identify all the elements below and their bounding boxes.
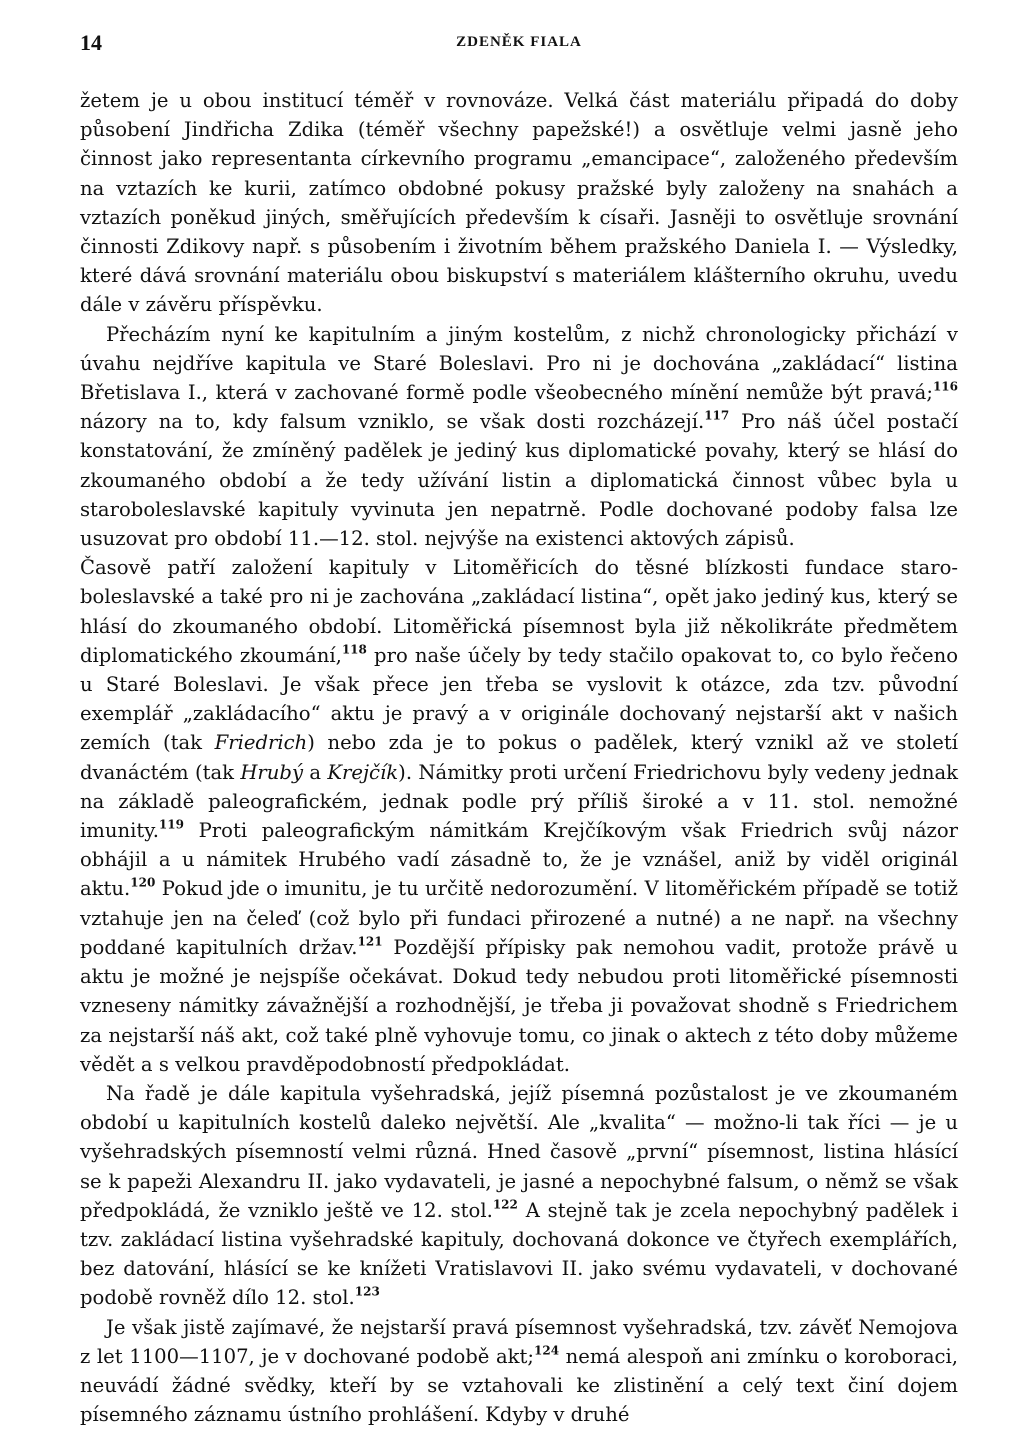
text-run: Pro náš účel postačí konstatování, že zmíněný padělek je jediný kus diplomatické povahy, který se hlásí do zkoumaného období a že tedy užívání listin a diplomatická činnost vůbec byla u staroboleslavské kapituly vyvinuta jen nepatrně. Podle dochované podoby falsa lze usuzovat pro období 11.—12. stol. nejvýše na existenci aktových zápisů. [80, 410, 958, 551]
footnote-ref: 116 [932, 379, 958, 394]
paragraph [80, 553, 958, 1079]
footnote-ref: 119 [158, 817, 184, 832]
text-run: Pozdější přípisky pak nemohou vadit, protože právě u aktu je možné je nejspíše očekávat. Dokud tedy nebudou proti litoměřické písemnosti vzneseny námitky závažnější a rozhodnější, je třeba ji považovat shodně s Friedrichem za nejstarší náš akt, což také plně vyhovuje tomu, co jinak o aktech z této doby můžeme vědět a s velkou pravděpodobností předpokládat. [80, 935, 958, 1076]
text-run: Časově patří založení kapituly v Litoměřicích do těsné blízkosti fundace staroboleslavské a také pro ni je zachována „zakládací listina“, opět jako jediný kus, který se hlásí do zkoumaného období. Litoměřická písemnost byla již několikráte předmětem diplomatického zkoumání, [80, 556, 958, 667]
paragraph [80, 1079, 958, 1313]
text-run: nemá alespoň ani zmínku o koroboraci, neuvádí žádné svědky, kteří by se vztahovali ke zlistinění a celý text činí dojem písemného záznamu ústního prohlášení. Kdyby v druhé [80, 1344, 958, 1427]
body-text [80, 86, 958, 1429]
text-run: pro naše účely by tedy stačilo opakovat to, co bylo řečeno u Staré Boleslavi. Je však přece jen třeba se vyslovit k otázce, zda tzv. původní exemplář „zakládacího“ aktu je pravý a v originále dochovaný nejstarší akt v našich zemích (tak [80, 643, 959, 755]
text-run: názory na to, kdy falsum vzniklo, se však dosti rozcházejí. [80, 410, 705, 434]
text-run: ) nebo zda je to pokus o padělek, který vznikl až ve století dvanáctém (tak [80, 731, 958, 784]
text-run: A stejně tak je zcela nepochybný padělek i tzv. zakládací listina vyšehradské kapituly, dochovaná dokonce ve čtyřech exemplářích, bez datování, hlásící se ke knížeti Vratislavovi II. jako svému vydavateli, v dochované podobě rovněž dílo 12. stol. [80, 1198, 958, 1310]
text-run: Přecházím nyní ke kapitulním a jiným kostelům, z nichž chronologicky přichází v úvahu nejdříve kapitula ve Staré Boleslavi. Pro ni je dochována „zakládací“ listina Břetislava I., která v zachované formě podle všeobecného mínění nemůže být pravá; [80, 322, 958, 405]
italic-name: Krejčík [327, 760, 399, 784]
page-header [80, 30, 958, 60]
italic-name: Hrubý [240, 760, 304, 784]
footnote-ref: 120 [130, 876, 156, 891]
paragraph [80, 320, 958, 554]
italic-name: Friedrich [214, 731, 308, 755]
footnote-ref: 118 [341, 642, 367, 657]
paragraph [80, 1313, 958, 1429]
footnote-ref: 124 [534, 1343, 560, 1358]
footnote-ref: 123 [354, 1284, 380, 1299]
footnote-ref: 121 [357, 934, 383, 949]
text-run: Na řadě je dále kapitula vyšehradská, jejíž písemná pozůstalost je ve zkoumaném období u kapitulních kostelů daleko největší. Ale „kvalita“ — možno-li tak říci — je u vyšehradských písemností velmi různá. Hned časově „první“ písemnost, listina hlásící se k papeži Alexandru II. jako vydavateli, je jasné a nepochybné falsum, o němž se však předpokládá, že vzniklo ještě ve 12. stol. [80, 1081, 958, 1222]
page-number: 14 [80, 30, 102, 55]
text-run: Proti paleografickým námitkám Krejčíkovým však Friedrich svůj názor obhájil a u námitek Hrubého vadí zásadně to, že je vznášel, aniž by viděl originál aktu. [80, 819, 958, 901]
text-run: Je však jistě zajímavé, že nejstarší pravá písemnost vyšehradská, tzv. závěť Nemojova z let 1100—1107, je v dochované podobě akt; [80, 1315, 958, 1368]
footnote-ref: 122 [492, 1197, 518, 1212]
text-run: a [303, 760, 328, 784]
running-head: ZDENĚK FIALA [456, 34, 582, 50]
paragraph [80, 86, 958, 320]
text-run: Pokud jde o imunitu, je tu určitě nedorozumění. V litoměřickém případě se totiž vztahuje jen na čeleď (což bylo při fundaci přirozené a nutné) a ne např. na všechny poddané kapitulních držav. [80, 877, 958, 959]
text-run: žetem je u obou institucí téměř v rovnováze. Velká část materiálu připadá do doby působení Jindřicha Zdika (téměř všechny papežské!) a osvětluje velmi jasně jeho činnost jako representanta církevního programu „emancipace“, založeného především na vztazích ke kurii, zatímco obdobné pokusy pražské byly založeny na snahách a vztazích poněkud jiných, směřujících především k císaři. Jasněji to osvětluje srovnání činnosti Zdikovy např. s působením i životním během pražského Daniela I. — Výsledky, které dává srovnání materiálu obou biskupství s materiálem klášterního okruhu, uvedu dále v závěru příspěvku. [80, 89, 958, 317]
footnote-ref: 117 [704, 408, 730, 423]
text-run: ). Námitky proti určení Friedrichovu byly vedeny jednak na základě paleografickém, jednak podle prý příliš široké a v 11. stol. nemožné imunity. [80, 760, 958, 843]
